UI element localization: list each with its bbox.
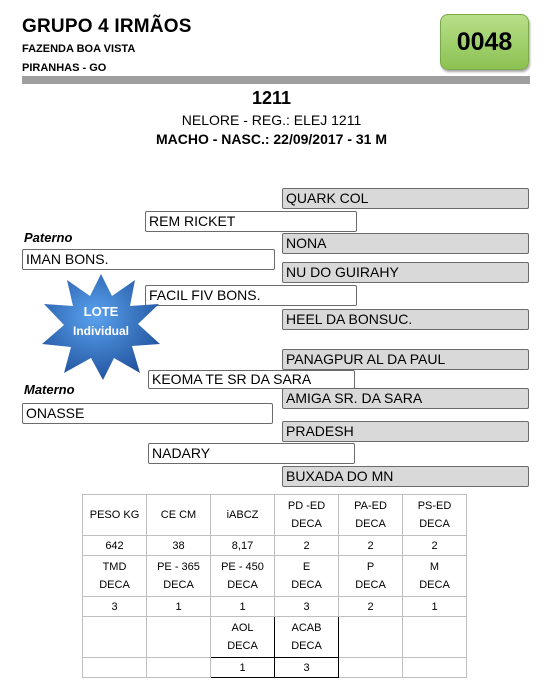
metric-value [83, 658, 147, 678]
sex-birth-age: MACHO - NASC.: 22/09/2017 - 31 M [155, 131, 388, 147]
metric-header: PESO KG [83, 495, 147, 536]
metric-value: 38 [147, 536, 211, 556]
materno-label: Materno [24, 382, 75, 397]
metric-header: PS-ED DECA [403, 495, 467, 536]
metric-value [403, 658, 467, 678]
metric-value: 2 [339, 536, 403, 556]
farm-name: FAZENDA BOA VISTA [22, 43, 136, 55]
metric-header: PE - 450 DECA [211, 556, 275, 597]
metrics-header-row-2 [83, 556, 467, 597]
pedigree-dds: PRADESH [282, 421, 529, 442]
metric-header-empty [147, 617, 211, 658]
pedigree-paternal-granddam: FACIL FIV BONS. [145, 285, 357, 306]
metric-header: AOL DECA [211, 617, 275, 658]
pedigree-sds: NU DO GUIRAHY [282, 262, 529, 283]
pedigree-ssd: NONA [282, 233, 529, 254]
breed-registration: NELORE - REG.: ELEJ 1211 [181, 112, 362, 128]
metrics-value-row-2 [83, 597, 467, 617]
pedigree-dsd: AMIGA SR. DA SARA [282, 388, 529, 409]
metric-value: 3 [83, 597, 147, 617]
metric-header: TMD DECA [83, 556, 147, 597]
company-name: GRUPO 4 IRMÃOS [22, 16, 192, 37]
metric-value: 3 [275, 597, 339, 617]
metrics-value-row-3 [83, 658, 467, 678]
metric-value: 1 [147, 597, 211, 617]
metric-header: P DECA [339, 556, 403, 597]
pedigree-maternal-grandsire: KEOMA TE SR DA SARA [148, 370, 355, 389]
pedigree-ddd: BUXADA DO MN [282, 466, 529, 487]
metrics-value-row-1 [83, 536, 467, 556]
metric-header: M DECA [403, 556, 467, 597]
pedigree-sire: IMAN BONS. [22, 249, 275, 270]
metric-header: PE - 365 DECA [147, 556, 211, 597]
metrics-header-row-1 [83, 495, 467, 536]
pedigree-maternal-granddam: NADARY [148, 443, 355, 464]
metric-value: 3 [275, 658, 339, 678]
lote-label: LOTE [83, 304, 119, 319]
metric-value [339, 658, 403, 678]
metric-value: 2 [275, 536, 339, 556]
metric-value: 1 [211, 597, 275, 617]
metric-value: 2 [403, 536, 467, 556]
metric-value: 2 [339, 597, 403, 617]
metric-header: CE CM [147, 495, 211, 536]
paterno-label: Paterno [24, 230, 73, 245]
metric-value: 8,17 [211, 536, 275, 556]
metric-header-empty [83, 617, 147, 658]
metric-value: 642 [83, 536, 147, 556]
metric-header: E DECA [275, 556, 339, 597]
metric-header-empty [339, 617, 403, 658]
pedigree-sdd: HEEL DA BONSUC. [282, 309, 529, 330]
lot-number-badge: 0048 [440, 14, 529, 70]
genetic-metrics-table [82, 494, 467, 678]
metric-header: iABCZ [211, 495, 275, 536]
metrics-header-row-3 [83, 617, 467, 658]
metric-value: 1 [211, 658, 275, 678]
pedigree-paternal-grandsire: REM RICKET [145, 211, 357, 232]
header-divider [22, 76, 530, 84]
farm-city: PIRANHAS - GO [22, 62, 107, 74]
metric-value [147, 658, 211, 678]
animal-id: 1211 [251, 88, 292, 108]
metric-header: ACAB DECA [275, 617, 339, 658]
pedigree-dss: PANAGPUR AL DA PAUL [282, 349, 529, 370]
metric-header: PA-ED DECA [339, 495, 403, 536]
metric-value: 1 [403, 597, 467, 617]
pedigree-sss: QUARK COL [282, 188, 529, 209]
pedigree-dam: ONASSE [22, 403, 273, 424]
metric-header-empty [403, 617, 467, 658]
individual-label: Individual [72, 324, 129, 338]
metric-header: PD -ED DECA [275, 495, 339, 536]
